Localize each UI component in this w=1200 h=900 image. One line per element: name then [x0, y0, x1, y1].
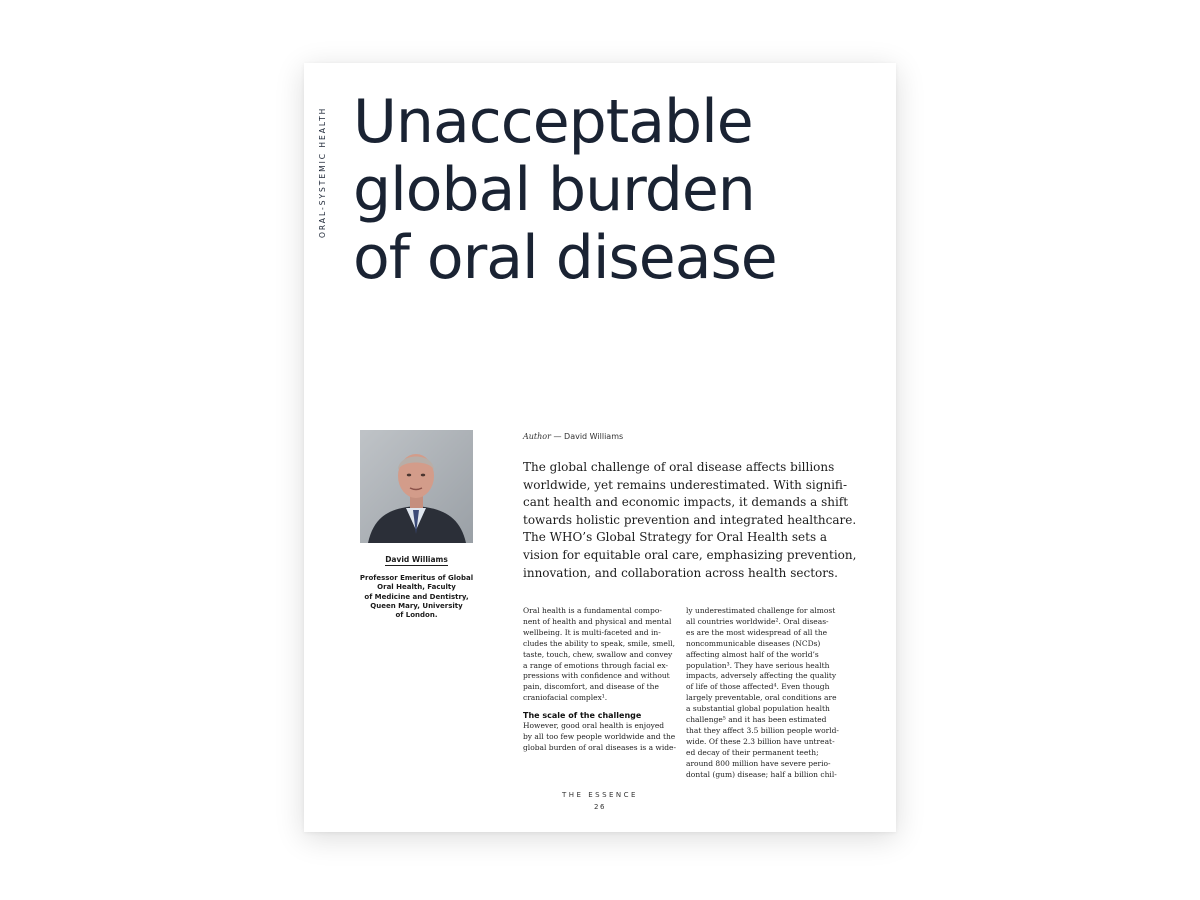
lede-line: vision for equitable oral care, emphasizing prevention, — [523, 547, 857, 562]
body-line: pressions with confidence and without — [523, 671, 670, 681]
footer-brand: THE ESSENCE — [562, 791, 638, 799]
lede-line: cant health and economic impacts, it demands a shift — [523, 495, 849, 510]
author-bio-line: Queen Mary, University — [370, 601, 463, 610]
body-column-left — [523, 606, 681, 754]
body-line: population³. They have serious health — [686, 660, 830, 670]
body-line: es are the most widespread of all the — [686, 627, 828, 637]
body-line: of life of those affected⁴. Even though — [686, 682, 830, 692]
author-bio-line: Oral Health, Faculty — [377, 583, 456, 592]
author-portrait — [360, 430, 473, 543]
body-line: around 800 million have severe perio- — [686, 758, 831, 768]
body-line: global burden of oral diseases is a wide- — [523, 742, 677, 752]
body-line: noncommunicable diseases (NCDs) — [686, 638, 821, 648]
author-bio — [352, 574, 481, 620]
lede-line: The global challenge of oral disease affects billions — [523, 460, 835, 474]
body-line: challenge⁵ and it has been estimated — [686, 715, 827, 725]
section-subheading: The scale of the challenge — [523, 711, 642, 721]
body-line: taste, touch, chew, swallow and convey — [523, 649, 673, 659]
author-bio-line: Professor Emeritus of Global — [359, 574, 474, 582]
page-number: 26 — [594, 803, 606, 811]
body-line: by all too few people worldwide and the — [523, 732, 676, 742]
section-label: ORAL-SYSTEMIC HEALTH — [318, 106, 327, 238]
body-line: craniofacial complex¹. — [523, 693, 608, 703]
body-line: impacts, adversely affecting the quality — [686, 671, 837, 681]
body-line: affecting almost half of the world’s — [686, 649, 819, 659]
body-line: dontal (gum) disease; half a billion chil- — [686, 769, 837, 779]
lede-line: worldwide, yet remains underestimated. With signifi- — [523, 477, 847, 492]
lede-line: towards holistic prevention and integrated healthcare. — [523, 512, 857, 527]
body-line: all countries worldwide². Oral diseas- — [686, 616, 829, 626]
body-line: a substantial global population health — [686, 704, 830, 714]
author-bio-line: of London. — [395, 611, 438, 620]
body-line: a range of emotions through facial ex- — [523, 660, 669, 670]
body-line: Oral health is a fundamental compo- — [523, 606, 662, 615]
lede-line: innovation, and collaboration across health sectors. — [523, 565, 838, 580]
author-card-name: David Williams — [385, 555, 448, 564]
author-portrait-image — [360, 430, 473, 543]
byline-separator: — — [550, 432, 565, 441]
body-line: pain, discomfort, and disease of the — [523, 682, 659, 692]
lede-line: The WHO’s Global Strategy for Oral Health sets a — [523, 530, 828, 545]
byline-author: David Williams — [564, 432, 624, 441]
body-column-right — [686, 606, 844, 781]
lede-paragraph — [523, 459, 857, 582]
author-bio-line: of Medicine and Dentistry, — [364, 592, 469, 601]
body-line: However, good oral health is enjoyed — [523, 721, 665, 731]
headline-line: Unacceptable — [353, 87, 753, 157]
body-line: nent of health and physical and mental — [523, 616, 672, 626]
body-line: ly underestimated challenge for almost — [686, 606, 836, 615]
byline-label: Author — [523, 432, 551, 441]
headline-line: of oral disease — [353, 223, 777, 293]
headline-line: global burden — [353, 155, 755, 225]
body-line: cludes the ability to speak, smile, smell, — [523, 638, 676, 648]
body-line: largely preventable, oral conditions are — [686, 693, 837, 703]
byline — [523, 432, 623, 441]
body-line: wellbeing. It is multi-faceted and in- — [523, 627, 661, 637]
headline — [353, 88, 873, 292]
body-line: ed decay of their permanent teeth; — [686, 747, 819, 757]
body-line: wide. Of these 2.3 billion have untreat- — [686, 736, 835, 746]
body-line: that they affect 3.5 billion people world- — [686, 725, 839, 735]
